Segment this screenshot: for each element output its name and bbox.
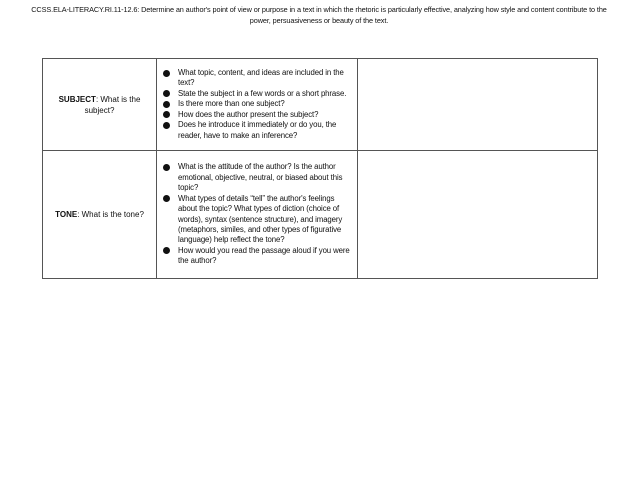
question-text: How does the author present the subject? [178, 109, 319, 119]
questions-cell [157, 59, 358, 151]
list-item [157, 162, 357, 193]
list-item [157, 68, 357, 89]
question-list [157, 68, 357, 141]
list-item [157, 110, 357, 120]
question-text: How would you read the passage aloud if you were the author? [178, 245, 350, 266]
row-prompt: : What is the subject? [84, 94, 141, 115]
bullet-icon [163, 70, 170, 77]
question-text: State the subject in a few words or a short phrase. [178, 88, 347, 98]
answer-cell[interactable] [358, 59, 598, 151]
row-label-cell [43, 59, 157, 151]
bullet-icon [163, 122, 170, 129]
bullet-icon [163, 164, 170, 171]
question-text: What topic, content, and ideas are included in the text? [178, 68, 344, 88]
standard-header: CCSS.ELA-LITERACY.RI.11-12.6: Determine an author's point of view or purpose in a text in which the rhetoric is particularly effective, analyzing how style and content contribute to the power, persuasiveness or beauty of the text. [31, 5, 607, 25]
questions-cell [157, 151, 358, 279]
list-item [157, 194, 357, 246]
bullet-icon [163, 111, 170, 118]
answer-cell[interactable] [358, 151, 598, 279]
list-item [157, 246, 357, 267]
bullet-icon [163, 90, 170, 97]
question-text: What types of details “tell” the author's feelings about the topic? What types of diction (choice of words), syntax (sentence structure), and imagery (metaphors, similes, and other types of figurative language) help reflect the tone? [178, 193, 343, 245]
table-row [43, 151, 598, 279]
row-term: SUBJECT [58, 94, 96, 104]
bullet-icon [163, 101, 170, 108]
question-text: Is there more than one subject? [178, 99, 285, 109]
question-list [157, 162, 357, 266]
bullet-icon [163, 247, 170, 254]
table-row [43, 59, 598, 151]
bullet-icon [163, 195, 170, 202]
list-item [157, 99, 357, 109]
row-label-cell [43, 151, 157, 279]
row-prompt: : What is the tone? [77, 210, 144, 219]
analysis-table [42, 58, 598, 279]
list-item [157, 120, 357, 141]
question-text: What is the attitude of the author? Is the author emotional, objective, neutral, or biased about this topic? [178, 162, 343, 193]
list-item [157, 89, 357, 99]
row-term: TONE [55, 210, 78, 219]
question-text: Does he introduce it immediately or do you, the reader, have to make an inference? [178, 120, 337, 140]
